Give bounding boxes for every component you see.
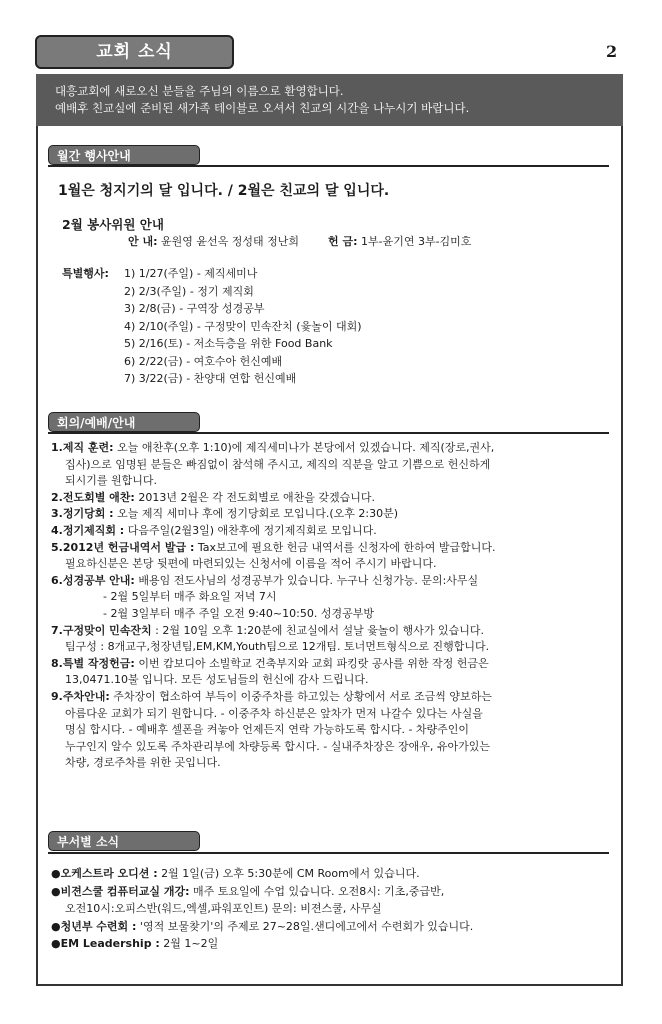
notice-text: 배용임 전도사님의 성경공부가 있습니다. 누구나 신청가능. 문의:사무실 — [138, 573, 479, 587]
page-number: 2 — [606, 42, 618, 61]
list-item — [51, 523, 496, 540]
notice-title: 3.정기당회 : — [51, 507, 114, 521]
dept-title: ●청년부 수련회 : — [51, 919, 137, 933]
notice-line: - 2월 5일부터 매주 화요일 저녁 7시 — [103, 590, 277, 604]
guide-names: 윤원영 윤선옥 정성태 정난희 — [160, 235, 299, 248]
monthly-heading: 월간 행사안내 — [48, 145, 200, 165]
welcome-line: 대흥교회에 새로오신 분들을 주님의 이름으로 환영합니다. — [55, 84, 344, 98]
notice-line: - 2월 3일부터 매주 주일 오전 9:40~10:50. 성경공부방 — [103, 606, 374, 620]
list-item — [51, 883, 473, 901]
notice-line: 누구인지 알수 있도록 주차관리부에 차량등록 합시다. - 실내주차장은 장애우, 유아가있는 — [65, 739, 490, 753]
list-item: 2) 2/3(주일) - 정기 제직회 — [124, 284, 254, 298]
list-item: 5) 2/16(토) - 저소득층을 위한 Food Bank — [124, 337, 333, 350]
dept-text: 2월 1~2일 — [163, 937, 219, 950]
notice-title: 5.2012년 헌금내역서 발급 : — [51, 540, 195, 554]
notice-text: Tax보고에 필요한 헌금 내역서를 신청자에 한하여 발급합니다. — [197, 540, 496, 554]
special-events-label: 특별행사: — [62, 267, 109, 280]
list-item — [51, 865, 473, 883]
monthly-announcement: 1월은 청지기의 달 입니다. / 2월은 친교의 달 입니다. — [58, 183, 390, 199]
notice-text: 오늘 제직 세미나 후에 정기당회로 모입니다.(오후 2:30분) — [117, 507, 398, 521]
meeting-heading: 회의/예배/안내 — [48, 412, 200, 432]
notice-title: 8.특별 작정헌금: — [51, 656, 135, 670]
dept-title: ●EM Leadership : — [51, 937, 160, 950]
dept-text: 매주 토요일에 수업 있습니다. 오전8시: 기초,중급반, — [193, 884, 445, 898]
list-item — [51, 918, 473, 936]
notice-title: 4.정기제직회 : — [51, 523, 125, 537]
department-list — [51, 865, 473, 953]
notice-line: 아름다운 교회가 되기 원합니다. - 이중주차 하신분은 앞차가 먼저 나갈수 있다는 사실을 — [65, 706, 483, 720]
section-divider — [48, 852, 609, 854]
list-item — [51, 440, 496, 457]
offering-names: 1부-윤기연 3부-김미호 — [360, 235, 472, 248]
notice-line: 되시기를 원합니다. — [65, 474, 158, 488]
section-divider — [48, 432, 609, 434]
list-item — [51, 506, 496, 523]
department-heading: 부서별 소식 — [48, 831, 200, 851]
notice-text: 다음주일(2월3일) 애찬후에 정기제직회로 모입니다. — [127, 523, 377, 537]
list-item: 6) 2/22(금) - 여호수아 헌신예배 — [124, 354, 283, 368]
notice-line: 13,0471.10불 입니다. 모든 성도님들의 헌신에 감사 드립니다. — [65, 673, 369, 687]
list-item — [51, 623, 496, 640]
department-section-header — [48, 831, 198, 853]
notice-line: 명심 합시다. - 예배후 셀폰을 켜놓아 언제든지 연락 가능하도록 합시다. - 차량주인이 — [65, 723, 470, 737]
notice-title: 6.성경공부 안내: — [51, 573, 135, 587]
welcome-line: 예배후 친교실에 준비된 새가족 테이블로 오셔서 친교의 시간을 나누시기 바랍니다. — [55, 101, 470, 115]
list-item: 1) 1/27(주일) - 제직세미나 — [124, 267, 258, 280]
dept-text: '영적 보물찾기'의 주제로 27~28일.샌디에고에서 수련회가 있습니다. — [139, 919, 474, 933]
notice-title: 7.구정맞이 민속잔치 — [51, 623, 152, 637]
notice-list — [51, 440, 496, 772]
special-events-list — [124, 265, 362, 388]
list-item — [51, 540, 496, 557]
list-item — [51, 656, 496, 673]
notice-text: 오늘 애찬후(오후 1:10)에 제직세미나가 본당에서 있겠습니다. 제직(장로,권사, — [117, 441, 495, 454]
committee-title: 2월 봉사위원 안내 — [62, 217, 164, 232]
notice-title: 1.제직 훈련: — [51, 441, 114, 454]
meeting-section-header — [48, 412, 198, 434]
list-item: 3) 2/8(금) - 구역장 성경공부 — [124, 302, 265, 315]
dept-title: ●비젼스쿨 컴퓨터교실 개강: — [51, 884, 190, 898]
list-item — [51, 573, 496, 590]
dept-text: 2월 1일(금) 오후 5:30분에 CM Room에서 있습니다. — [161, 867, 420, 880]
section-divider — [48, 165, 609, 167]
page-title: 교회 소식 — [35, 35, 234, 69]
list-item — [51, 490, 496, 507]
notice-line: 집사)으로 임명된 분들은 빠짐없이 참석해 주시고, 제직의 직분을 알고 기쁨으로 헌신하게 — [65, 457, 491, 471]
notice-text: : 2월 10일 오후 1:20분에 친교실에서 설날 윷놀이 행사가 있습니다. — [155, 623, 484, 637]
notice-line: 팀구성 : 8개교구,청장년팀,EM,KM,Youth팀으로 12개팀. 토너먼트형식으로 진행합니다. — [65, 640, 490, 654]
notice-line: 필요하신분은 본당 뒷편에 마련되있는 신청서에 이름을 적어 주시기 바랍니다. — [65, 557, 437, 571]
dept-title: ●오케스트라 오디션 : — [51, 867, 158, 880]
dept-line: 오전10시:오피스반(워드,엑셀,파워포인트) 문의: 비젼스쿨, 사무실 — [65, 902, 382, 915]
list-item: 4) 2/10(주일) - 구정맞이 민속잔치 (윷놀이 대회) — [124, 319, 362, 333]
guide-label: 안 내: — [128, 235, 158, 248]
list-item — [51, 935, 473, 953]
welcome-banner — [36, 74, 623, 126]
committee-row — [128, 234, 471, 250]
notice-line: 차량, 경로주차를 위한 곳입니다. — [65, 756, 221, 770]
list-item: 7) 3/22(금) - 찬양대 연합 헌신예배 — [124, 372, 297, 385]
notice-text: 2013년 2월은 각 전도회별로 애찬을 갖겠습니다. — [138, 490, 375, 504]
notice-title: 9.주차안내: — [51, 689, 110, 703]
notice-title: 2.전도회별 애찬: — [51, 490, 135, 504]
offering-label: 헌 금: — [328, 235, 358, 248]
list-item — [51, 689, 496, 706]
notice-text: 주차장이 협소하여 부득이 이중주차를 하고있는 상황에서 서로 조금씩 양보하는 — [113, 689, 492, 703]
monthly-section-header — [48, 145, 198, 167]
notice-text: 이번 캄보디아 소빌학교 건축부지와 교회 파킹랏 공사를 위한 작정 헌금은 — [138, 656, 489, 670]
